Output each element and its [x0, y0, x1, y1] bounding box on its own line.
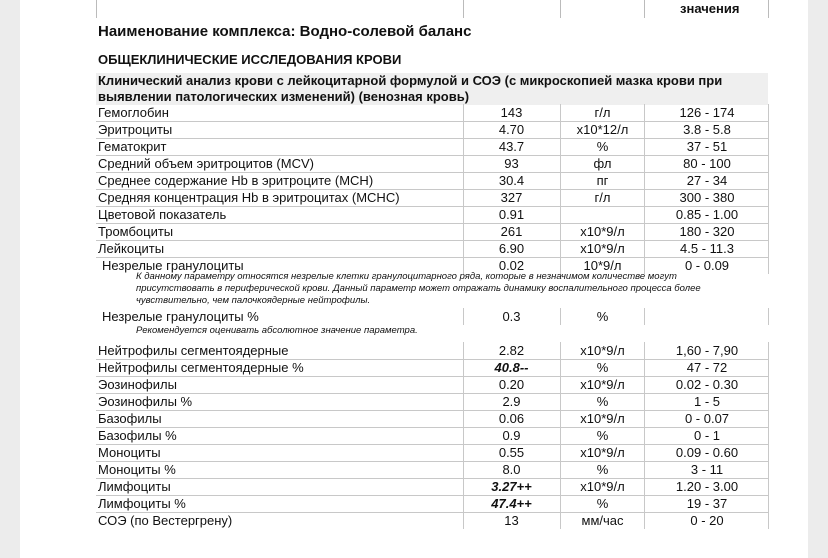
column-divider — [463, 376, 464, 393]
test-value: 0.06 — [498, 411, 525, 426]
reference-range: 1.20 - 3.00 — [675, 479, 739, 494]
column-divider — [560, 478, 561, 495]
column-divider — [644, 206, 645, 223]
test-value: 13 — [504, 513, 519, 528]
column-divider — [560, 376, 561, 393]
test-name: Средняя концентрация Hb в эритроцитах (MCHC) — [98, 190, 400, 205]
column-divider — [463, 121, 464, 138]
column-divider — [644, 410, 645, 427]
column-divider — [768, 240, 769, 257]
reference-range: 0.09 - 0.60 — [675, 445, 739, 460]
reference-range: 1 - 5 — [693, 394, 720, 409]
header-cell-divider — [463, 0, 464, 18]
test-name: СОЭ (по Вестергрену) — [98, 513, 233, 528]
note-line: чувствительно, чем палочкоядерные нейтрофилы. — [136, 295, 371, 306]
panel-title-line: выявлении патологических изменений) (венозная кровь) — [98, 89, 470, 104]
column-divider — [644, 393, 645, 410]
column-divider — [560, 461, 561, 478]
note-line: Рекомендуется оценивать абсолютное значение параметра. — [136, 325, 418, 336]
header-cell-divider — [644, 0, 645, 18]
column-divider — [463, 342, 464, 359]
test-name: Цветовой показатель — [98, 207, 227, 222]
test-name: Лимфоциты % — [98, 496, 186, 511]
column-divider — [644, 155, 645, 172]
column-divider — [644, 376, 645, 393]
table-row — [96, 189, 769, 207]
table-row — [96, 223, 769, 241]
column-divider — [560, 359, 561, 376]
reference-range: 0 - 1 — [693, 428, 720, 443]
test-name: Лимфоциты — [98, 479, 171, 494]
test-unit: % — [596, 139, 609, 154]
column-divider — [463, 410, 464, 427]
test-unit: х10*9/л — [580, 411, 625, 426]
column-divider — [768, 206, 769, 223]
test-value: 40.8-- — [494, 360, 529, 375]
test-value: 30.4 — [498, 173, 525, 188]
column-divider — [644, 189, 645, 206]
test-unit: х10*12/л — [576, 122, 629, 137]
table-row — [96, 121, 769, 139]
table-row — [96, 393, 769, 411]
note-line: К данному параметру относятся незрелые клетки гранулоцитарного ряда, которые в незначимом количестве могут — [136, 271, 677, 282]
column-divider — [768, 410, 769, 427]
test-unit: х10*9/л — [580, 445, 625, 460]
test-value: 0.9 — [502, 428, 521, 443]
test-unit: г/л — [594, 190, 611, 205]
column-divider — [768, 172, 769, 189]
table-row — [96, 155, 769, 173]
reference-range: 0 - 0.09 — [684, 258, 730, 273]
column-divider — [463, 393, 464, 410]
table-row — [96, 172, 769, 190]
column-divider — [768, 155, 769, 172]
test-value: 4.70 — [498, 122, 525, 137]
table-row — [96, 206, 769, 224]
column-divider — [463, 138, 464, 155]
column-divider — [560, 121, 561, 138]
test-name: Лейкоциты — [98, 241, 165, 256]
test-name: Моноциты % — [98, 462, 176, 477]
column-divider — [463, 427, 464, 444]
test-value: 6.90 — [498, 241, 525, 256]
test-name: Среднее содержание Hb в эритроците (MCH) — [98, 173, 374, 188]
column-divider — [560, 342, 561, 359]
column-divider — [560, 393, 561, 410]
column-divider — [768, 393, 769, 410]
header-cell-divider — [560, 0, 561, 18]
column-divider — [560, 410, 561, 427]
test-name: Нейтрофилы сегментоядерные — [98, 343, 289, 358]
column-divider — [644, 104, 645, 121]
column-divider — [768, 444, 769, 461]
test-value: 2.82 — [498, 343, 525, 358]
test-name: Средний объем эритроцитов (MCV) — [98, 156, 314, 171]
reference-range: 3.8 - 5.8 — [683, 122, 731, 137]
test-value: 327 — [500, 190, 523, 205]
column-divider — [463, 223, 464, 240]
reference-range: 4.5 - 11.3 — [680, 241, 734, 256]
column-divider — [644, 478, 645, 495]
reference-range: 80 - 100 — [683, 156, 731, 171]
table-row — [96, 410, 769, 428]
test-value: 3.27++ — [491, 479, 532, 494]
test-name: Эозинофилы — [98, 377, 177, 392]
header-cell-divider — [96, 0, 97, 18]
test-value: 2.9 — [502, 394, 521, 409]
table-row — [96, 478, 769, 496]
reference-range: 37 - 51 — [686, 139, 728, 154]
test-unit: % — [596, 428, 609, 443]
column-divider — [768, 308, 769, 325]
column-divider — [463, 104, 464, 121]
column-divider — [768, 427, 769, 444]
column-divider — [768, 104, 769, 121]
test-name: Тромбоциты — [98, 224, 174, 239]
test-name: Незрелые гранулоциты % — [102, 309, 259, 324]
column-divider — [644, 512, 645, 529]
column-divider — [768, 121, 769, 138]
column-divider — [768, 138, 769, 155]
test-unit: х10*9/л — [580, 241, 625, 256]
column-divider — [463, 478, 464, 495]
test-name: Эозинофилы % — [98, 394, 193, 409]
column-divider — [560, 138, 561, 155]
test-unit: х10*9/л — [580, 377, 625, 392]
column-divider — [463, 359, 464, 376]
test-name: Базофилы — [98, 411, 162, 426]
test-name: Незрелые гранулоциты — [102, 258, 244, 273]
test-unit: % — [596, 496, 609, 511]
test-unit: % — [596, 462, 609, 477]
complex-title: Наименование комплекса: Водно-солевой баланс — [98, 23, 472, 40]
column-divider — [644, 121, 645, 138]
table-row — [96, 495, 769, 513]
reference-column-header: значения — [680, 1, 740, 16]
test-name: Базофилы % — [98, 428, 177, 443]
column-divider — [560, 427, 561, 444]
column-divider — [644, 342, 645, 359]
test-name: Эритроциты — [98, 122, 173, 137]
column-divider — [768, 189, 769, 206]
column-divider — [644, 223, 645, 240]
test-unit: х10*9/л — [580, 343, 625, 358]
column-divider — [768, 359, 769, 376]
column-divider — [463, 206, 464, 223]
column-divider — [463, 172, 464, 189]
test-unit: г/л — [594, 105, 611, 120]
column-divider — [560, 495, 561, 512]
test-value: 47.4++ — [491, 496, 532, 511]
column-divider — [463, 444, 464, 461]
table-row — [96, 444, 769, 462]
test-value: 0.3 — [502, 309, 521, 324]
panel-title — [96, 73, 768, 105]
test-unit: % — [596, 394, 609, 409]
reference-range: 0 - 20 — [690, 513, 724, 528]
column-divider — [463, 495, 464, 512]
test-name: Гемоглобин — [98, 105, 169, 120]
test-value: 0.20 — [498, 377, 525, 392]
column-divider — [644, 359, 645, 376]
table-row — [96, 104, 769, 122]
test-name: Нейтрофилы сегментоядерные % — [98, 360, 304, 375]
test-unit: % — [596, 309, 609, 324]
section-title: ОБЩЕКЛИНИЧЕСКИЕ ИССЛЕДОВАНИЯ КРОВИ — [98, 52, 402, 67]
test-value: 261 — [500, 224, 523, 239]
header-cell-divider — [768, 0, 769, 18]
column-divider — [644, 444, 645, 461]
column-divider — [463, 240, 464, 257]
reference-range: 300 - 380 — [679, 190, 735, 205]
table-row — [96, 359, 769, 377]
column-divider — [463, 155, 464, 172]
reference-range: 27 - 34 — [686, 173, 728, 188]
test-value: 0.91 — [498, 207, 525, 222]
column-divider — [768, 223, 769, 240]
reference-range: 180 - 320 — [679, 224, 735, 239]
column-divider — [768, 376, 769, 393]
column-divider — [768, 461, 769, 478]
test-unit: фл — [593, 156, 612, 171]
column-divider — [560, 444, 561, 461]
reference-range: 0.02 - 0.30 — [675, 377, 739, 392]
column-divider — [560, 104, 561, 121]
column-divider — [560, 512, 561, 529]
test-name: Моноциты — [98, 445, 161, 460]
column-divider — [560, 206, 561, 223]
table-row — [96, 427, 769, 445]
table-row — [96, 240, 769, 258]
reference-range: 126 - 174 — [679, 105, 735, 120]
column-divider — [768, 478, 769, 495]
reference-range: 19 - 37 — [686, 496, 728, 511]
column-divider — [768, 342, 769, 359]
test-value: 8.0 — [502, 462, 521, 477]
reference-range: 47 - 72 — [686, 360, 728, 375]
column-divider — [463, 512, 464, 529]
column-divider — [560, 172, 561, 189]
reference-range: 0 - 0.07 — [684, 411, 730, 426]
test-unit: 10*9/л — [583, 258, 622, 273]
test-value: 43.7 — [498, 139, 525, 154]
column-divider — [644, 461, 645, 478]
column-divider — [768, 495, 769, 512]
reference-range: 0.85 - 1.00 — [675, 207, 739, 222]
test-value: 143 — [500, 105, 523, 120]
column-divider — [560, 155, 561, 172]
column-divider — [463, 308, 464, 325]
reference-range: 1,60 - 7,90 — [675, 343, 739, 358]
column-divider — [560, 189, 561, 206]
table-row — [96, 138, 769, 156]
test-name: Гематокрит — [98, 139, 167, 154]
column-divider — [644, 308, 645, 325]
percent-note — [136, 325, 776, 337]
immature-granulocytes-note — [136, 271, 776, 307]
panel-title-line: Клинический анализ крови с лейкоцитарной формулой и СОЭ (с микроскопией мазка крови при — [98, 73, 723, 88]
column-divider — [644, 172, 645, 189]
test-unit: пг — [596, 173, 609, 188]
column-divider — [768, 512, 769, 529]
test-unit: х10*9/л — [580, 224, 625, 239]
column-divider — [560, 240, 561, 257]
column-divider — [463, 189, 464, 206]
column-divider — [463, 461, 464, 478]
test-value: 0.55 — [498, 445, 525, 460]
test-unit: мм/час — [581, 513, 624, 528]
table-row — [96, 461, 769, 479]
column-divider — [644, 427, 645, 444]
test-unit: х10*9/л — [580, 479, 625, 494]
reference-range: 3 - 11 — [690, 462, 724, 477]
column-divider — [644, 138, 645, 155]
column-divider — [644, 495, 645, 512]
test-unit: % — [596, 360, 609, 375]
table-row — [96, 512, 769, 529]
table-row — [96, 376, 769, 394]
test-value: 93 — [504, 156, 519, 171]
table-row — [96, 342, 769, 360]
column-divider — [644, 240, 645, 257]
table-row — [96, 308, 769, 325]
note-line: присутствовать в периферической крови. Данный параметр может отражать динамику воспалительного процесса более — [136, 283, 701, 294]
column-divider — [560, 308, 561, 325]
column-divider — [560, 223, 561, 240]
test-value: 0.02 — [498, 258, 525, 273]
